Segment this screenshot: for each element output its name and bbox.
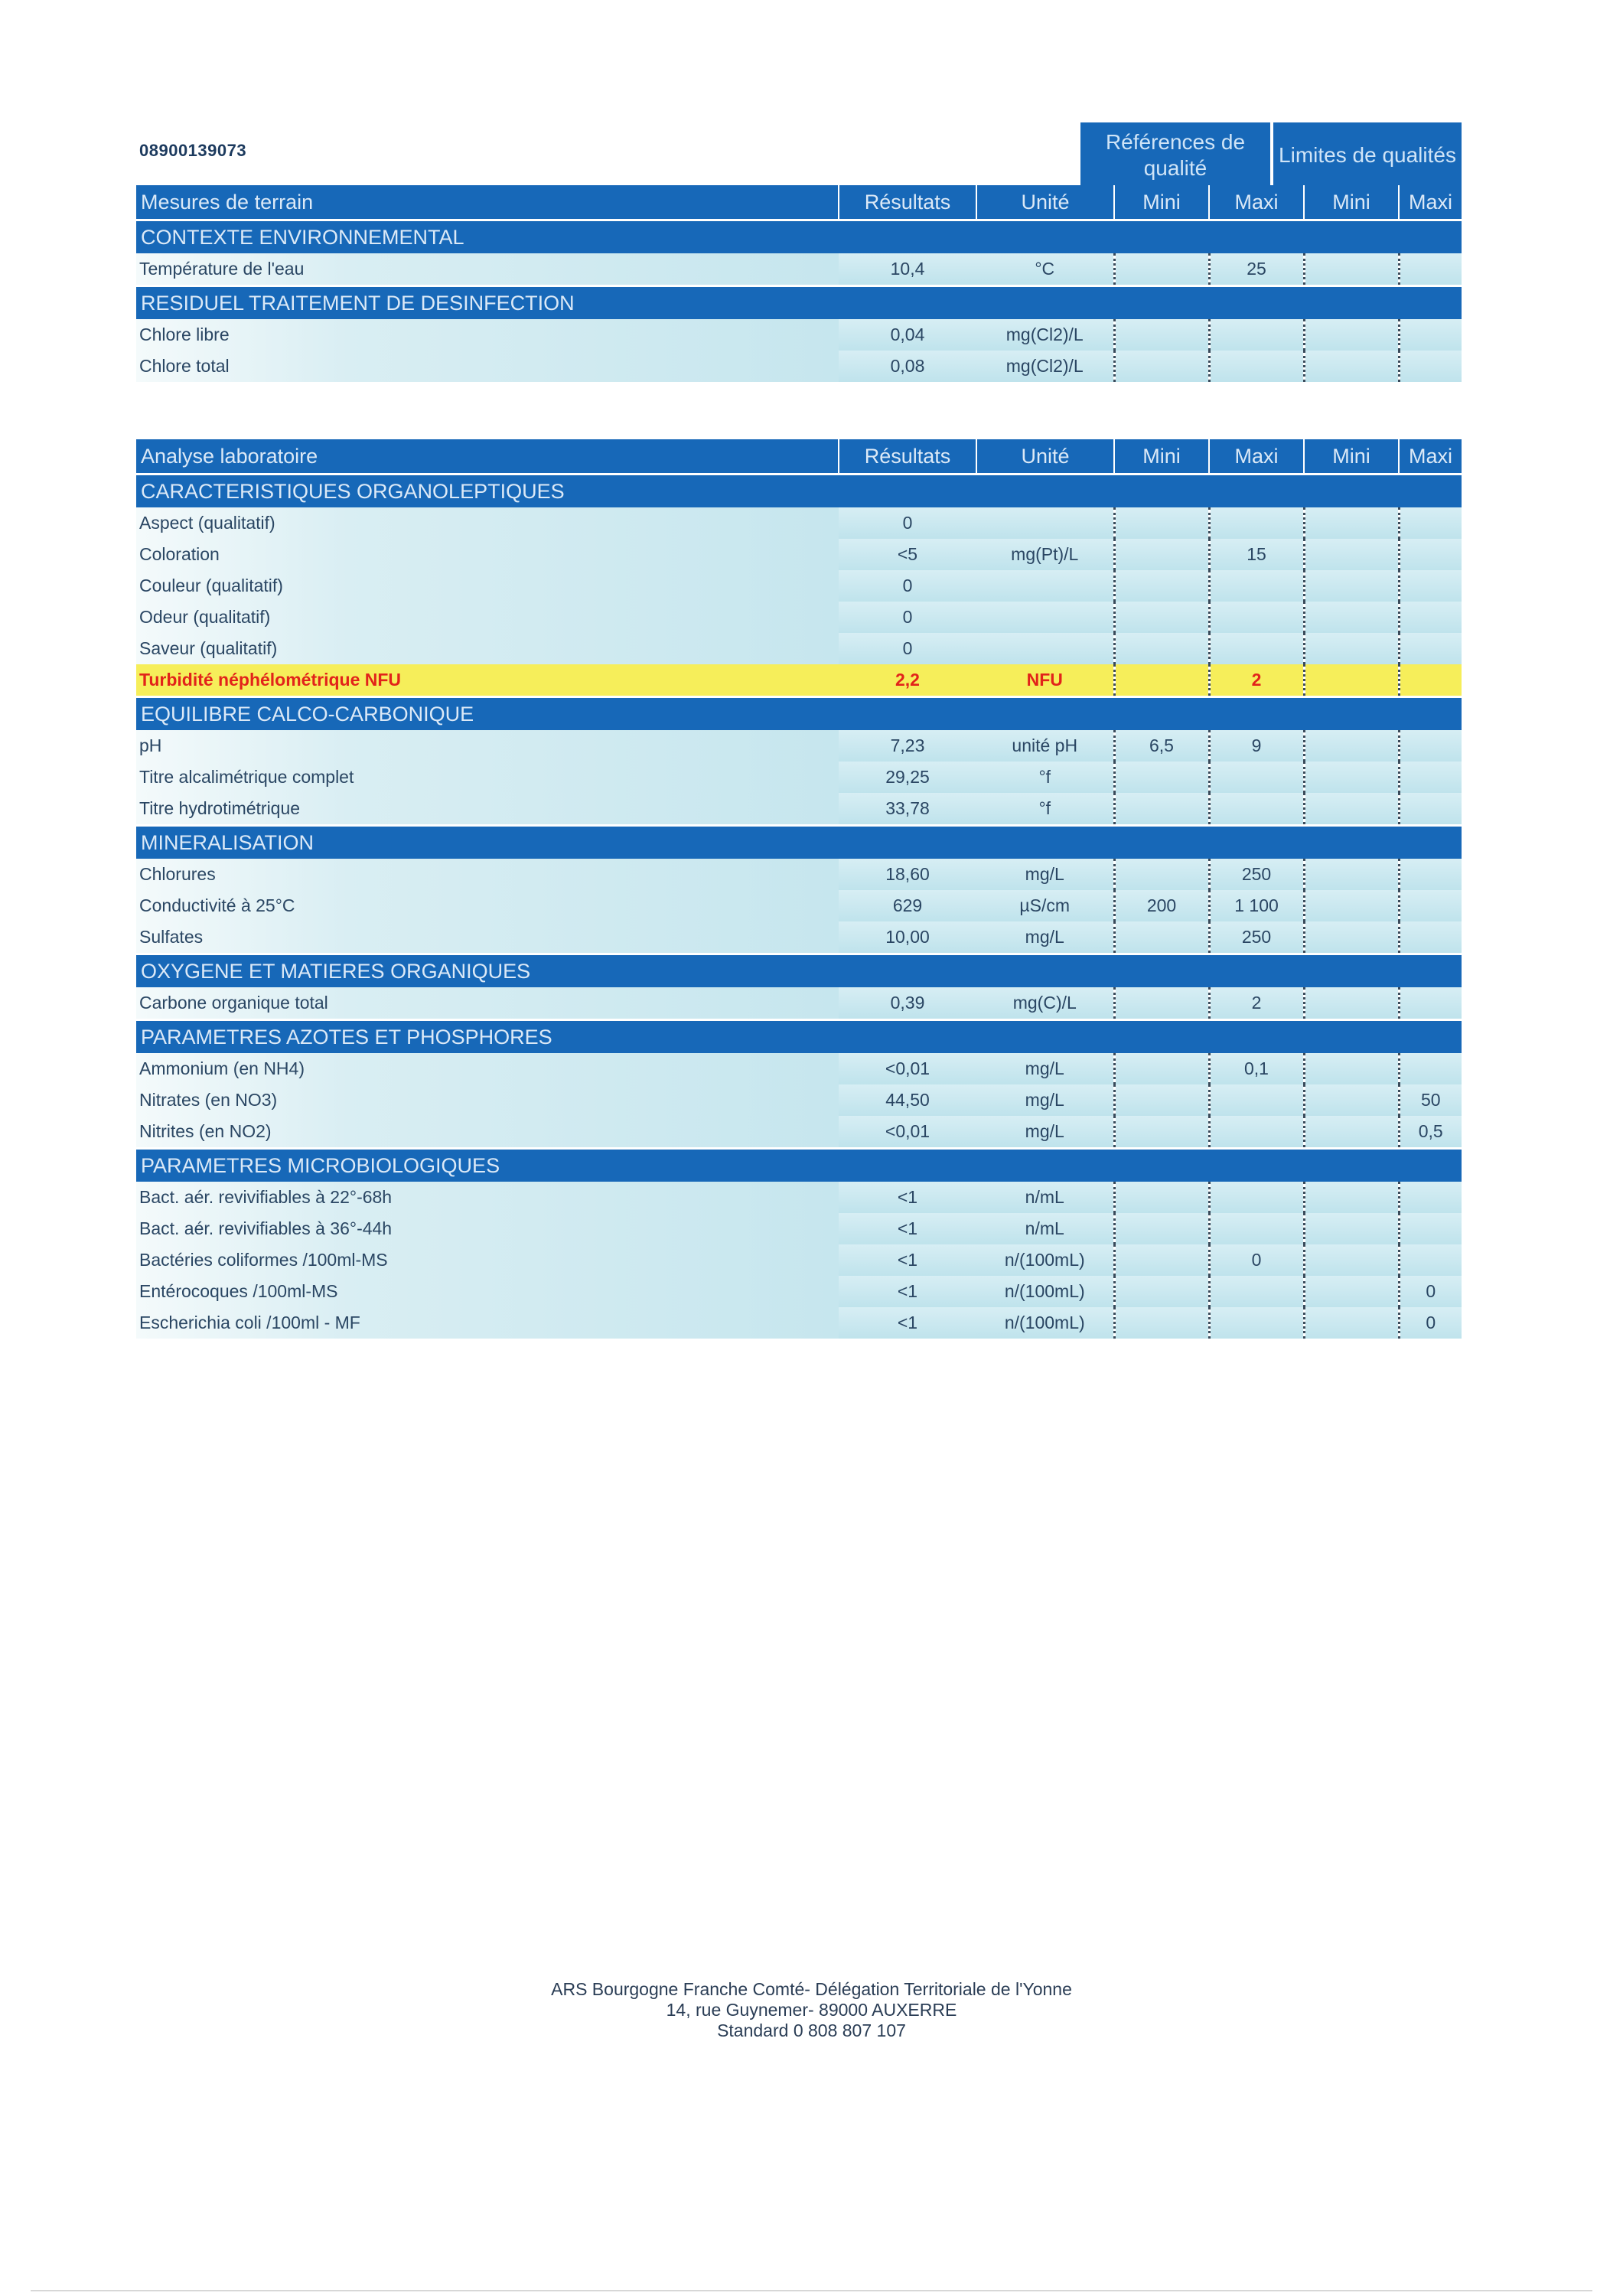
lim-maxi-value bbox=[1399, 762, 1462, 793]
section-row bbox=[136, 1149, 1462, 1182]
ref-maxi-value bbox=[1209, 1182, 1304, 1213]
parameter-name: Carbone organique total bbox=[136, 987, 839, 1020]
lim-maxi-value bbox=[1399, 921, 1462, 954]
result-value: 0 bbox=[839, 507, 976, 539]
lim-mini-value bbox=[1304, 890, 1399, 921]
section-title: PARAMETRES AZOTES ET PHOSPHORES bbox=[136, 1020, 1462, 1054]
unit-value: unité pH bbox=[976, 730, 1114, 762]
lim-mini-value bbox=[1304, 762, 1399, 793]
section-title: CARACTERISTIQUES ORGANOLEPTIQUES bbox=[136, 475, 1462, 508]
section-title: MINERALISATION bbox=[136, 826, 1462, 859]
table-row bbox=[136, 730, 1462, 762]
lim-maxi-value: 0 bbox=[1399, 1276, 1462, 1307]
ref-mini-value bbox=[1114, 1182, 1209, 1213]
col-lim-maxi: Maxi bbox=[1399, 185, 1462, 220]
ref-mini-value bbox=[1114, 1307, 1209, 1339]
footer bbox=[0, 1979, 1623, 2041]
lim-mini-value bbox=[1304, 730, 1399, 762]
ref-maxi-value: 15 bbox=[1209, 539, 1304, 570]
lim-maxi-value bbox=[1399, 890, 1462, 921]
unit-value: n/mL bbox=[976, 1182, 1114, 1213]
lim-mini-value bbox=[1304, 1307, 1399, 1339]
page-bottom-rule bbox=[31, 2290, 1592, 2291]
unit-value: mg/L bbox=[976, 1116, 1114, 1149]
lim-mini-value bbox=[1304, 319, 1399, 351]
unit-value: NFU bbox=[976, 664, 1114, 697]
section-row bbox=[136, 1020, 1462, 1054]
result-value: 10,4 bbox=[839, 253, 976, 286]
ref-maxi-value bbox=[1209, 570, 1304, 602]
lim-mini-value bbox=[1304, 793, 1399, 826]
table-row bbox=[136, 762, 1462, 793]
ref-mini-value bbox=[1114, 793, 1209, 826]
ref-maxi-value: 1 100 bbox=[1209, 890, 1304, 921]
unit-value: µS/cm bbox=[976, 890, 1114, 921]
parameter-name: Couleur (qualitatif) bbox=[136, 570, 839, 602]
table-row bbox=[136, 602, 1462, 633]
lim-mini-value bbox=[1304, 1116, 1399, 1149]
table-row bbox=[136, 1213, 1462, 1244]
table-row bbox=[136, 921, 1462, 954]
parameter-name: Odeur (qualitatif) bbox=[136, 602, 839, 633]
result-value: <1 bbox=[839, 1244, 976, 1276]
section-row bbox=[136, 220, 1462, 254]
col-lim-mini: Mini bbox=[1304, 185, 1399, 220]
parameter-name: Nitrates (en NO3) bbox=[136, 1084, 839, 1116]
section-title: OXYGENE ET MATIERES ORGANIQUES bbox=[136, 954, 1462, 988]
section-title: RESIDUEL TRAITEMENT DE DESINFECTION bbox=[136, 286, 1462, 320]
result-value: 0,08 bbox=[839, 351, 976, 382]
lim-mini-value bbox=[1304, 253, 1399, 286]
parameter-name: Turbidité néphélométrique NFU bbox=[136, 664, 839, 697]
block-title: Mesures de terrain bbox=[136, 185, 839, 220]
ref-mini-value bbox=[1114, 1276, 1209, 1307]
result-value: 10,00 bbox=[839, 921, 976, 954]
section-row bbox=[136, 826, 1462, 859]
ref-mini-value bbox=[1114, 762, 1209, 793]
table-row bbox=[136, 793, 1462, 826]
ref-maxi-value: 0 bbox=[1209, 1244, 1304, 1276]
ref-maxi-value bbox=[1209, 351, 1304, 382]
result-value: 0,39 bbox=[839, 987, 976, 1020]
col-unite: Unité bbox=[976, 439, 1114, 475]
lim-mini-value bbox=[1304, 859, 1399, 890]
unit-value: °C bbox=[976, 253, 1114, 286]
result-value: 0 bbox=[839, 602, 976, 633]
unit-value: °f bbox=[976, 762, 1114, 793]
unit-value bbox=[976, 602, 1114, 633]
table-row bbox=[136, 1276, 1462, 1307]
laboratoire-table bbox=[136, 439, 1462, 1339]
lim-maxi-value bbox=[1399, 664, 1462, 697]
parameter-name: Titre alcalimétrique complet bbox=[136, 762, 839, 793]
table-row bbox=[136, 664, 1462, 697]
ref-maxi-value bbox=[1209, 1213, 1304, 1244]
ref-maxi-value bbox=[1209, 793, 1304, 826]
lim-maxi-value bbox=[1399, 1244, 1462, 1276]
result-value: 0 bbox=[839, 633, 976, 664]
section-title: EQUILIBRE CALCO-CARBONIQUE bbox=[136, 697, 1462, 731]
result-value: <5 bbox=[839, 539, 976, 570]
unit-value: mg/L bbox=[976, 921, 1114, 954]
result-value: 7,23 bbox=[839, 730, 976, 762]
table-row bbox=[136, 1307, 1462, 1339]
lim-mini-value bbox=[1304, 539, 1399, 570]
lim-mini-value bbox=[1304, 633, 1399, 664]
unit-value: mg/L bbox=[976, 1053, 1114, 1084]
parameter-name: Escherichia coli /100ml - MF bbox=[136, 1307, 839, 1339]
unit-value: n/mL bbox=[976, 1213, 1114, 1244]
lim-maxi-value: 50 bbox=[1399, 1084, 1462, 1116]
lim-maxi-value bbox=[1399, 1213, 1462, 1244]
lim-maxi-value bbox=[1399, 987, 1462, 1020]
terrain-header-row bbox=[136, 185, 1462, 220]
section-title: PARAMETRES MICROBIOLOGIQUES bbox=[136, 1149, 1462, 1182]
parameter-name: Chlorures bbox=[136, 859, 839, 890]
lim-mini-value bbox=[1304, 1276, 1399, 1307]
table-row bbox=[136, 319, 1462, 351]
ref-mini-value bbox=[1114, 1084, 1209, 1116]
ref-maxi-value bbox=[1209, 762, 1304, 793]
lim-mini-value bbox=[1304, 1084, 1399, 1116]
ref-maxi-value bbox=[1209, 602, 1304, 633]
ref-mini-value bbox=[1114, 1116, 1209, 1149]
lim-mini-value bbox=[1304, 987, 1399, 1020]
unit-value: mg(Cl2)/L bbox=[976, 351, 1114, 382]
lim-maxi-value bbox=[1399, 539, 1462, 570]
ref-mini-value bbox=[1114, 539, 1209, 570]
table-row bbox=[136, 1053, 1462, 1084]
lim-maxi-value bbox=[1399, 351, 1462, 382]
ref-maxi-value bbox=[1209, 1084, 1304, 1116]
parameter-name: Chlore libre bbox=[136, 319, 839, 351]
table-row bbox=[136, 351, 1462, 382]
table-row bbox=[136, 633, 1462, 664]
ref-mini-value bbox=[1114, 664, 1209, 697]
parameter-name: Entérocoques /100ml-MS bbox=[136, 1276, 839, 1307]
ref-maxi-value: 2 bbox=[1209, 664, 1304, 697]
lim-mini-value bbox=[1304, 1244, 1399, 1276]
unit-value bbox=[976, 633, 1114, 664]
table-row bbox=[136, 539, 1462, 570]
lim-maxi-value bbox=[1399, 859, 1462, 890]
lim-maxi-value: 0 bbox=[1399, 1307, 1462, 1339]
lim-mini-value bbox=[1304, 1053, 1399, 1084]
section-row bbox=[136, 286, 1462, 320]
table-row bbox=[136, 507, 1462, 539]
ref-maxi-value: 250 bbox=[1209, 859, 1304, 890]
lim-maxi-value bbox=[1399, 602, 1462, 633]
ref-maxi-value: 2 bbox=[1209, 987, 1304, 1020]
col-ref-mini: Mini bbox=[1114, 185, 1209, 220]
laboratoire-header-row bbox=[136, 439, 1462, 475]
unit-value: mg(Pt)/L bbox=[976, 539, 1114, 570]
table-row bbox=[136, 1084, 1462, 1116]
parameter-name: Chlore total bbox=[136, 351, 839, 382]
parameter-name: Aspect (qualitatif) bbox=[136, 507, 839, 539]
footer-address: 14, rue Guynemer- 89000 AUXERRE bbox=[666, 2000, 957, 2020]
ref-mini-value bbox=[1114, 987, 1209, 1020]
result-value: 2,2 bbox=[839, 664, 976, 697]
ref-maxi-value: 9 bbox=[1209, 730, 1304, 762]
result-value: <1 bbox=[839, 1276, 976, 1307]
unit-value: n/(100mL) bbox=[976, 1307, 1114, 1339]
parameter-name: Ammonium (en NH4) bbox=[136, 1053, 839, 1084]
result-value: <0,01 bbox=[839, 1116, 976, 1149]
unit-value bbox=[976, 507, 1114, 539]
table-row bbox=[136, 859, 1462, 890]
lim-mini-value bbox=[1304, 602, 1399, 633]
ref-mini-value bbox=[1114, 253, 1209, 286]
lim-maxi-value bbox=[1399, 633, 1462, 664]
ref-maxi-value bbox=[1209, 319, 1304, 351]
col-lim-mini: Mini bbox=[1304, 439, 1399, 475]
ref-mini-value bbox=[1114, 921, 1209, 954]
col-ref-maxi: Maxi bbox=[1209, 439, 1304, 475]
parameter-name: Conductivité à 25°C bbox=[136, 890, 839, 921]
table-row bbox=[136, 987, 1462, 1020]
result-value: 44,50 bbox=[839, 1084, 976, 1116]
parameter-name: Nitrites (en NO2) bbox=[136, 1116, 839, 1149]
limites-qualite-header: Limites de qualités bbox=[1273, 122, 1462, 188]
ref-maxi-value: 25 bbox=[1209, 253, 1304, 286]
result-value: 33,78 bbox=[839, 793, 976, 826]
col-unite: Unité bbox=[976, 185, 1114, 220]
ref-mini-value: 200 bbox=[1114, 890, 1209, 921]
parameter-name: Bactéries coliformes /100ml-MS bbox=[136, 1244, 839, 1276]
ref-maxi-value bbox=[1209, 1116, 1304, 1149]
parameter-name: pH bbox=[136, 730, 839, 762]
lim-mini-value bbox=[1304, 507, 1399, 539]
terrain-table bbox=[136, 185, 1462, 382]
unit-value: mg/L bbox=[976, 1084, 1114, 1116]
section-title: CONTEXTE ENVIRONNEMENTAL bbox=[136, 220, 1462, 254]
unit-value: mg(Cl2)/L bbox=[976, 319, 1114, 351]
lim-maxi-value bbox=[1399, 1053, 1462, 1084]
section-row bbox=[136, 954, 1462, 988]
ref-mini-value bbox=[1114, 859, 1209, 890]
ref-mini-value bbox=[1114, 570, 1209, 602]
document-id: 08900139073 bbox=[139, 141, 247, 160]
col-resultats: Résultats bbox=[839, 185, 976, 220]
col-ref-maxi: Maxi bbox=[1209, 185, 1304, 220]
result-value: 0,04 bbox=[839, 319, 976, 351]
lim-mini-value bbox=[1304, 664, 1399, 697]
ref-mini-value: 6,5 bbox=[1114, 730, 1209, 762]
parameter-name: Sulfates bbox=[136, 921, 839, 954]
col-resultats: Résultats bbox=[839, 439, 976, 475]
lim-mini-value bbox=[1304, 351, 1399, 382]
unit-value bbox=[976, 570, 1114, 602]
result-value: 29,25 bbox=[839, 762, 976, 793]
block-title: Analyse laboratoire bbox=[136, 439, 839, 475]
lim-maxi-value: 0,5 bbox=[1399, 1116, 1462, 1149]
parameter-name: Température de l'eau bbox=[136, 253, 839, 286]
footer-organisation: ARS Bourgogne Franche Comté- Délégation Territoriale de l'Yonne bbox=[551, 1979, 1072, 1999]
references-qualite-header: Références de qualité bbox=[1080, 122, 1270, 188]
ref-mini-value bbox=[1114, 602, 1209, 633]
ref-mini-value bbox=[1114, 351, 1209, 382]
lim-maxi-value bbox=[1399, 253, 1462, 286]
ref-mini-value bbox=[1114, 633, 1209, 664]
unit-value: n/(100mL) bbox=[976, 1244, 1114, 1276]
table-row bbox=[136, 890, 1462, 921]
table-row bbox=[136, 1116, 1462, 1149]
ref-maxi-value: 250 bbox=[1209, 921, 1304, 954]
parameter-name: Bact. aér. revivifiables à 36°-44h bbox=[136, 1213, 839, 1244]
parameter-name: Titre hydrotimétrique bbox=[136, 793, 839, 826]
ref-maxi-value bbox=[1209, 633, 1304, 664]
parameter-name: Coloration bbox=[136, 539, 839, 570]
col-lim-maxi: Maxi bbox=[1399, 439, 1462, 475]
col-ref-mini: Mini bbox=[1114, 439, 1209, 475]
result-value: 18,60 bbox=[839, 859, 976, 890]
ref-maxi-value bbox=[1209, 1276, 1304, 1307]
lim-maxi-value bbox=[1399, 570, 1462, 602]
unit-value: °f bbox=[976, 793, 1114, 826]
unit-value: n/(100mL) bbox=[976, 1276, 1114, 1307]
table-row bbox=[136, 1182, 1462, 1213]
table-row bbox=[136, 570, 1462, 602]
ref-maxi-value: 0,1 bbox=[1209, 1053, 1304, 1084]
table-row bbox=[136, 1244, 1462, 1276]
ref-mini-value bbox=[1114, 507, 1209, 539]
parameter-name: Saveur (qualitatif) bbox=[136, 633, 839, 664]
parameter-name: Bact. aér. revivifiables à 22°-68h bbox=[136, 1182, 839, 1213]
result-value: <0,01 bbox=[839, 1053, 976, 1084]
lim-mini-value bbox=[1304, 1213, 1399, 1244]
result-value: 0 bbox=[839, 570, 976, 602]
result-value: 629 bbox=[839, 890, 976, 921]
lim-maxi-value bbox=[1399, 793, 1462, 826]
lim-mini-value bbox=[1304, 1182, 1399, 1213]
section-row bbox=[136, 697, 1462, 731]
result-value: <1 bbox=[839, 1307, 976, 1339]
result-value: <1 bbox=[839, 1182, 976, 1213]
lim-maxi-value bbox=[1399, 1182, 1462, 1213]
ref-mini-value bbox=[1114, 1053, 1209, 1084]
footer-phone: Standard 0 808 807 107 bbox=[717, 2020, 906, 2040]
ref-mini-value bbox=[1114, 319, 1209, 351]
unit-value: mg/L bbox=[976, 859, 1114, 890]
lim-mini-value bbox=[1304, 570, 1399, 602]
lim-mini-value bbox=[1304, 921, 1399, 954]
ref-mini-value bbox=[1114, 1213, 1209, 1244]
ref-maxi-value bbox=[1209, 1307, 1304, 1339]
table-row bbox=[136, 253, 1462, 286]
result-value: <1 bbox=[839, 1213, 976, 1244]
ref-mini-value bbox=[1114, 1244, 1209, 1276]
lim-maxi-value bbox=[1399, 319, 1462, 351]
unit-value: mg(C)/L bbox=[976, 987, 1114, 1020]
ref-maxi-value bbox=[1209, 507, 1304, 539]
lim-maxi-value bbox=[1399, 730, 1462, 762]
section-row bbox=[136, 475, 1462, 508]
lim-maxi-value bbox=[1399, 507, 1462, 539]
